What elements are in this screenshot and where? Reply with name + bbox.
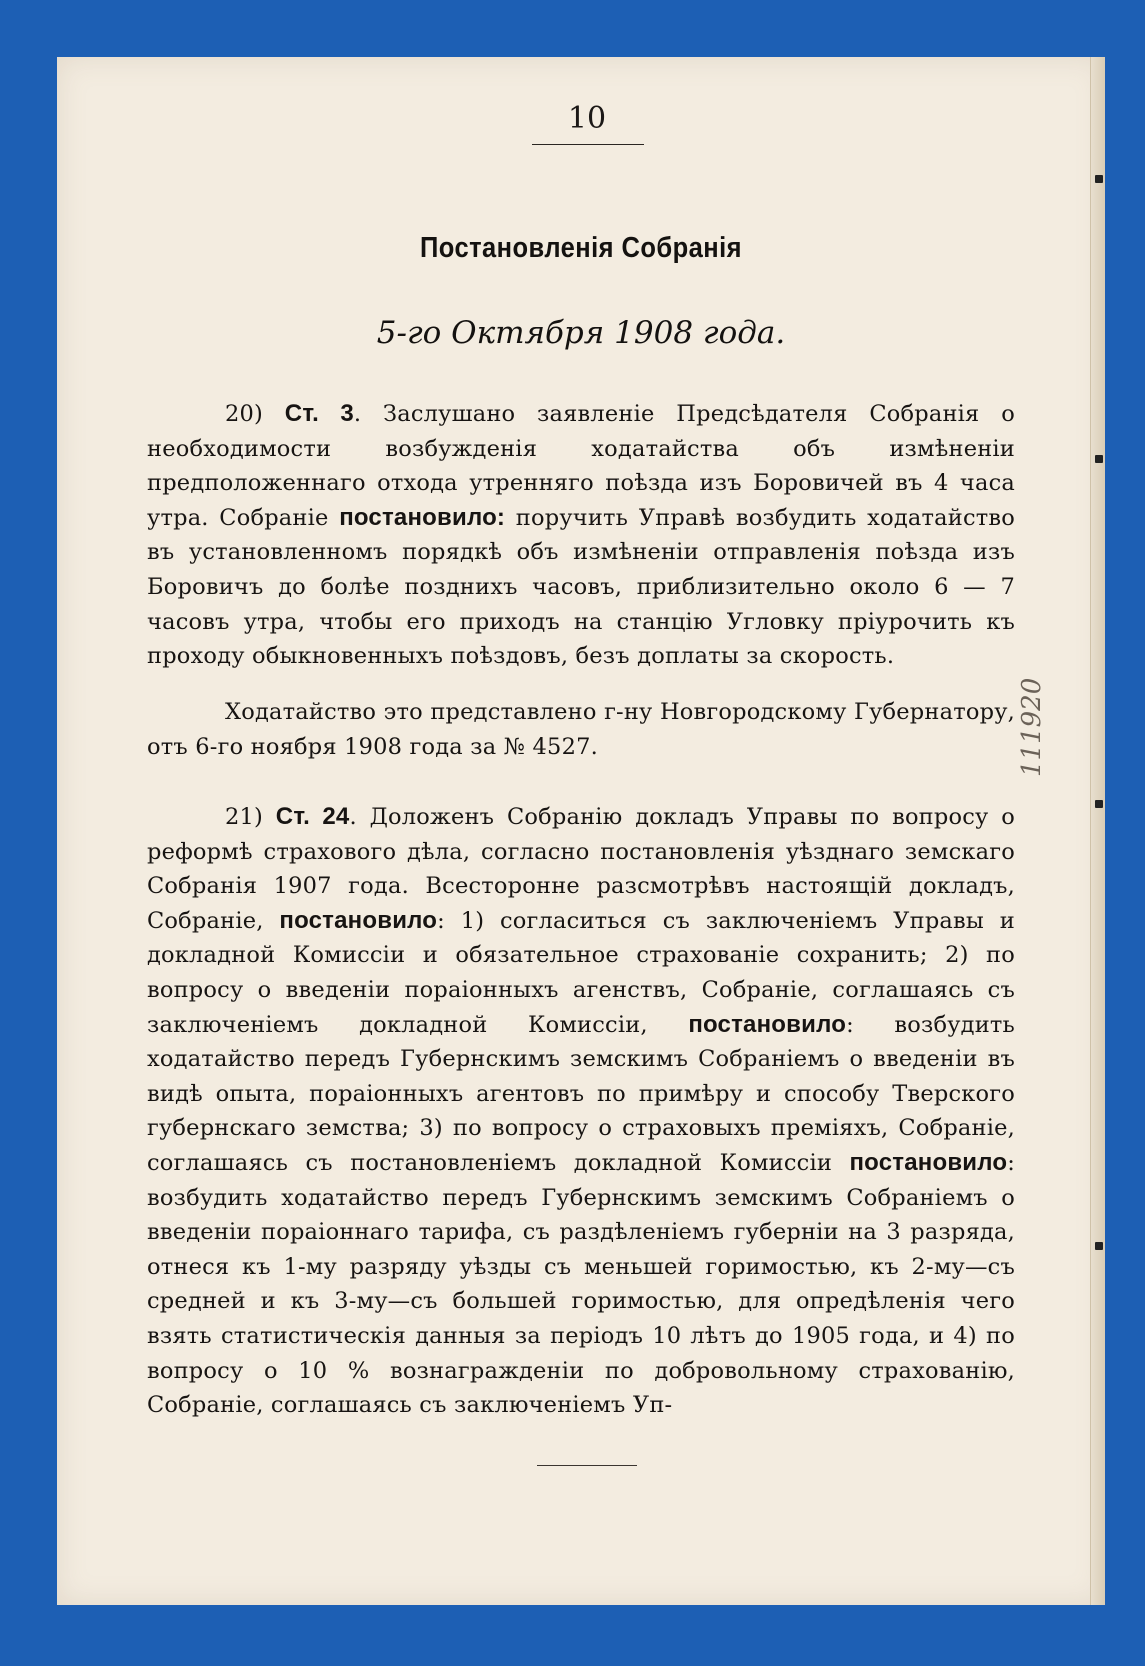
bottom-rule <box>537 1465 637 1466</box>
edge-tick <box>1095 800 1103 808</box>
paragraph-lead: 21) <box>225 804 276 830</box>
paragraph-body: . Заслушано заявленіе Предсѣдателя Собранія о необходимости возбужденія ходатайства объ измѣненіи предположеннаго отхода утренняго поѣзда изъ Боровичей въ 4 часа утра. Собраніе <box>147 401 1015 531</box>
resolution-keyword: постановило <box>279 906 438 934</box>
edge-tick <box>1095 175 1103 183</box>
article-ref: Ст. 24 <box>275 803 350 830</box>
archive-handwritten-mark: 111920 <box>1017 677 1047 777</box>
document-page <box>57 57 1105 1605</box>
paragraph-body-rest: : возбудить ходатайство передъ Губернскимъ земскимъ Собраніемъ о введеніи пораіоннаго тарифа, съ раздѣленіемъ губерніи на 3 разряда, отнеся къ 1-му разряду уѣзды съ меньшей горимостью, къ 2-му—съ средней и къ 3-му—съ большей горимостью, для опредѣленія чего взять статистическія данныя за періодъ 10 лѣтъ до 1905 года, и 4) по вопросу о 10 % вознагражденіи по добровольному страхованію, Собраніе, соглашаясь съ заключеніемъ Уп- <box>147 1149 1015 1419</box>
page-number-rule <box>532 144 644 145</box>
resolution-keyword: постановило <box>849 1148 1008 1176</box>
section-heading: Постановленія Собранія <box>419 232 743 264</box>
paragraph-body-rest: поручить Управѣ возбудить ходатайство въ установленномъ порядкѣ объ измѣненіи отправленія поѣзда изъ Боровичъ до болѣе позднихъ часовъ, приблизительно около 6 — 7 часовъ утра, чтобы его приходъ на станцію Угловку пріурочить къ проходу обыкновенныхъ поѣздовъ, безъ доплаты за скорость. <box>147 504 1016 670</box>
resolution-keyword: постановило: <box>339 503 506 531</box>
paragraph-21 <box>147 800 1015 1423</box>
paragraph-lead: 20) <box>225 401 285 427</box>
resolution-keyword: постановило <box>688 1010 847 1038</box>
edge-tick <box>1095 455 1103 463</box>
date-heading: 5-го Октября 1908 года. <box>376 315 786 351</box>
page-edge-strip <box>1090 57 1105 1605</box>
paragraph-body-part: : 1) согласиться съ заключеніемъ Управы и докладной Комиссіи и обязательное страхованіе сохранить; 2) по вопросу о введеніи пораіонныхъ агенствъ, Собраніе, соглашаясь съ заключеніемъ докладной Комиссіи, <box>147 907 1016 1038</box>
article-ref: Ст. 3 <box>284 400 354 427</box>
paragraph-20 <box>147 397 1015 674</box>
paragraph-body: . Доложенъ Собранію докладъ Управы по вопросу о реформѣ страхового дѣла, согласно постановленія уѣзднаго земскаго Собранія 1907 года. Всесторонне разсмотрѣвъ настоящій докладъ, Собраніе, <box>147 804 1015 934</box>
page-number: 10 <box>567 101 607 136</box>
paragraph-20-note: Ходатайство это представлено г-ну Новгородскому Губернатору, отъ 6-го ноября 1908 года за № 4527. <box>147 699 1015 760</box>
edge-tick <box>1095 1242 1103 1250</box>
paragraph-body-part: : возбудить ходатайство передъ Губернскимъ земскимъ Собраніемъ о введеніи въ видѣ опыта, пораіонныхъ агентовъ по примѣру и способу Тверского губернскаго земства; 3) по вопросу о страховыхъ преміяхъ, Собраніе, соглашаясь съ постановленіемъ докладной Комиссіи <box>147 1011 1015 1176</box>
